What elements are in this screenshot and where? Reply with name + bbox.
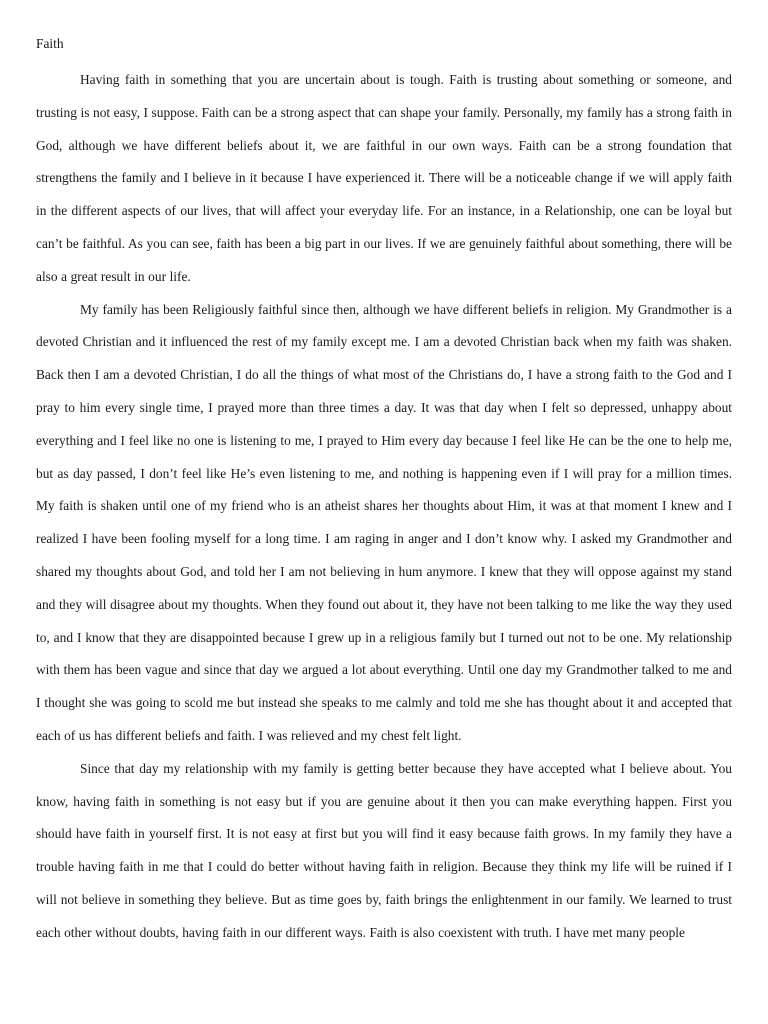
- document-title: Faith: [36, 36, 64, 51]
- paragraph-3: Since that day my relationship with my family is getting better because they have accepted what I believe about. You know, having faith in something is not easy but if you are genuine about it then you can make everything happen. First you should have faith in yourself first. It is not easy at first but you will find it easy because faith grows. In my family they have a trouble having faith in me that I could do better without having faith in religion. Because they think my life will be ruined if I will not believe in something they believe. But as time goes by, faith brings the enlightenment in our family. We learned to trust each other without doubts, having faith in our different ways. Faith is also coexistent with truth. I have met many people: [36, 760, 732, 940]
- paragraph-1: Having faith in something that you are uncertain about is tough. Faith is trusting about something or someone, and trusting is not easy, I suppose. Faith can be a strong aspect that can shape your family. Personally, my family has a strong faith in God, although we have different beliefs about it, we are faithful in our own ways. Faith can be a strong foundation that strengthens the family and I believe in it because I have experienced it. There will be a noticeable change if we will apply faith in the different aspects of our lives, that will affect your everyday life. For an instance, in a Relationship, one can be loyal but can’t be faithful. As you can see, faith has been a big part in our lives. If we are genuinely faithful about something, there will be also a great result in our life.: [36, 72, 732, 284]
- paragraph-2: My family has been Religiously faithful since then, although we have different beliefs in religion. My Grandmother is a devoted Christian and it influenced the rest of my family except me. I am a devoted Christian back when my faith was shaken. Back then I am a devoted Christian, I do all the things of what most of the Christians do, I have a strong faith to the God and I pray to him every single time, I prayed more than three times a day. It was that day when I felt so depressed, unhappy about everything and I feel like no one is listening to me, I prayed to Him every day because I feel like He can be the one to help me, but as day passed, I don’t feel like He’s even listening to me, and nothing is happening even if I will pray for a million times. My faith is shaken until one of my friend who is an atheist shares her thoughts about Him, it was at that moment I knew and I realized I have been fooling myself for a long time. I am raging in anger and I don’t know why. I asked my Grandmother and shared my thoughts about God, and told her I am not believing in hum anymore. I knew that they will oppose against my stand and they will disagree about my thoughts. When they found out about it, they have not been talking to me like the way they used to, and I know that they are disappointed because I grew up in a religious family but I turned out not to be one. My relationship with them has been vague and since that day we argued a lot about everything. Until one day my Grandmother talked to me and I thought she was going to scold me but instead she speaks to me calmly and told me she has thought about it and accepted that each of us has different beliefs and faith. I was relieved and my chest felt light.: [36, 301, 732, 743]
